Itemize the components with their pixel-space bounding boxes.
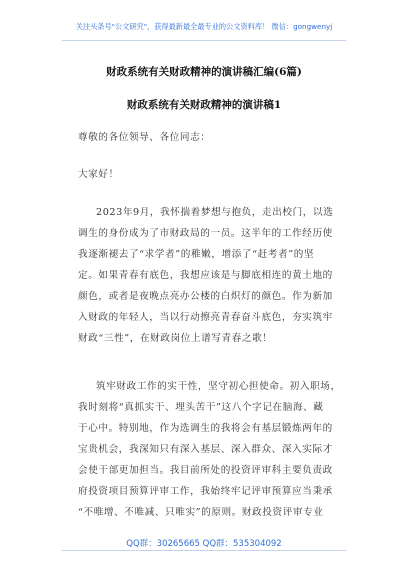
- paragraph-line: 府投资项目预算评审工作，我始终牢记评审预算应当秉承: [78, 486, 333, 497]
- salutation: 尊敬的各位领导、各位同志：: [78, 132, 211, 143]
- paragraph-line: 宝贵机会，我深知只有深入基层、深入群众、深入实际才: [78, 444, 333, 455]
- paragraph-line: 定。如果青春有底色，我想应该是与脚底相连的黄土地的: [78, 270, 333, 281]
- paragraph-line: 调生的身份成为了市财政局的一员。这半年的工作经历使: [78, 228, 333, 239]
- paragraph-line: 我时刻将“真抓实干、埋头苦干”这八个字记在脑海、藏: [78, 402, 324, 413]
- paragraph-line: 颜色，或者是夜晚点亮办公楼的白炽灯的颜色。作为新加: [78, 291, 333, 302]
- paragraph-line: 会使干部更加担当。我目前所处的投资评审科主要负责政: [78, 465, 333, 476]
- greeting: 大家好！: [78, 169, 119, 180]
- header-divider: [62, 40, 346, 41]
- paragraph-line: 我逐渐褪去了“求学者”的稚嫩，增添了“赶考者”的坚: [78, 249, 315, 260]
- footer-contact: QQ群：30265665 QQ群：535304092: [126, 539, 282, 549]
- paragraph-line: “不唯增、不唯减、只唯实”的原则。财政投资评审专业: [78, 507, 324, 518]
- footer-divider: [62, 550, 346, 551]
- paragraph-line: 2023年9月，我怀揣着梦想与抱负，走出校门，以选: [96, 207, 334, 218]
- paragraph-line: 于心中。特别地，作为选调生的我将会有基层锻炼两年的: [78, 423, 333, 434]
- header-banner: 关注头条号"公文研究"，获得最新最全最专业的公文资料库！ 微信：gongwenyj: [75, 22, 333, 31]
- paragraph-line: 筑牢财政工作的实干性，坚守初心担使命。初入职场，: [96, 381, 341, 392]
- paragraph-line: 入财政的年轻人，当以行动擦亮青春奋斗底色，夯实筑牢: [78, 312, 333, 323]
- speech-title: 财政系统有关财政精神的演讲稿1: [126, 99, 282, 111]
- paragraph-line: 财政“三性”，在财政岗位上谱写青春之歌！: [78, 333, 273, 344]
- document-title: 财政系统有关财政精神的演讲稿汇编(6篇): [106, 66, 302, 78]
